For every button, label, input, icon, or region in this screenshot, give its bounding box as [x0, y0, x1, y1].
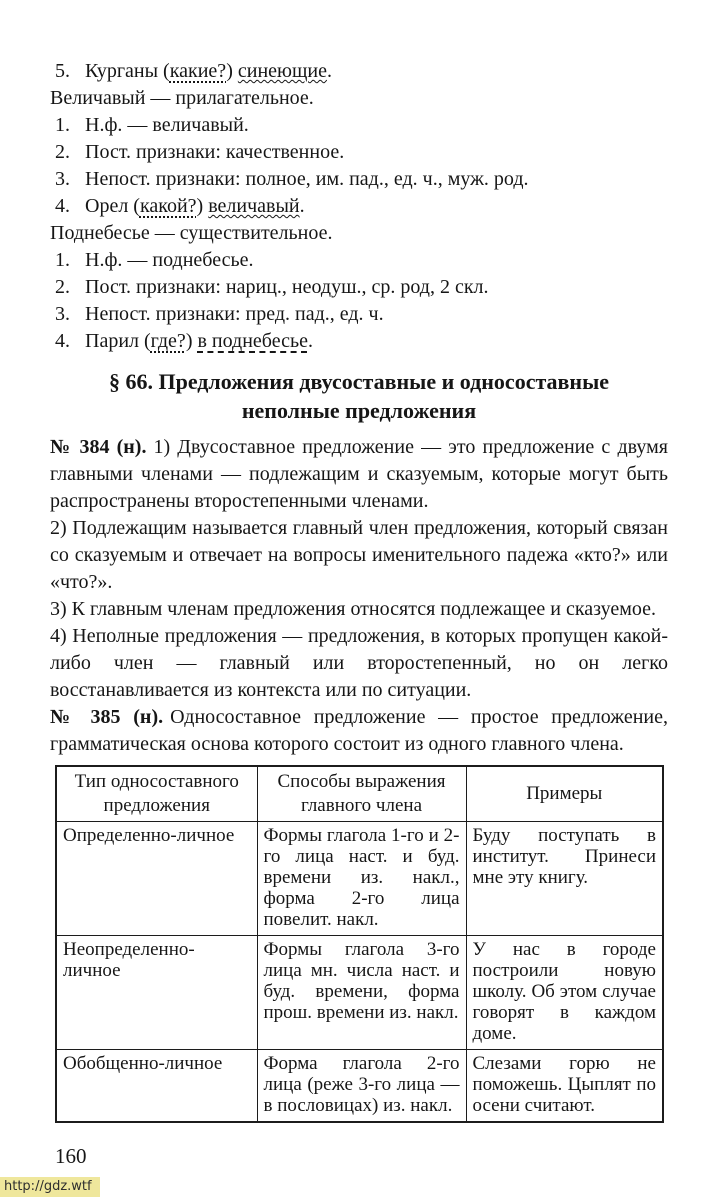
list-text: Н.ф. — величавый.: [85, 114, 249, 136]
list-text: Непост. признаки: пред. пад., ед. ч.: [85, 303, 384, 325]
list-number: 5.: [55, 60, 70, 82]
list-number: 3.: [55, 168, 70, 190]
list-number: 4.: [55, 330, 70, 352]
list-number: 2.: [55, 276, 70, 298]
cell-examples: Буду поступать в институт. Принеси мне эту книгу.: [466, 822, 663, 936]
one-part-sentence-table: [55, 765, 664, 1123]
question-word-underlined: какие?: [169, 60, 227, 82]
column-header-type: Тип односоставного предложения: [56, 766, 257, 822]
list-text: [85, 328, 668, 355]
list-item-5: [50, 58, 668, 85]
exercise-384: [50, 434, 668, 704]
adjective-heading: Величавый — прилагательное.: [50, 87, 314, 109]
phrase-end: .: [299, 195, 305, 217]
section-heading-line2: неполные предложения: [241, 398, 477, 423]
phrase-close: ): [226, 60, 238, 82]
list-text: Пост. признаки: нариц., неодуш., ср. род, 2 скл.: [85, 276, 489, 298]
cell-ways: Форма глагола 2-го лица (реже 3-го лица — в пословицах) из. накл.: [257, 1050, 466, 1123]
exercise-384-p3: 3) К главным членам предложения относятся подлежащее и сказуемое.: [50, 598, 657, 620]
attribute-word-underlined: синеющие: [237, 60, 327, 82]
phrase-prefix: Парил (: [85, 330, 151, 352]
gdz-watermark-url: http://gdz.wtf: [0, 1177, 100, 1197]
exercise-384-p4: 4) Неполные предложения — предложения, в которых пропущен какой-либо член — главный или второстепенный, но он легко восстанавливается из контекста или по ситуации.: [50, 625, 668, 701]
adj-item-2: [50, 139, 668, 166]
list-text: Непост. признаки: полное, им. пад., ед. ч., муж. род.: [85, 168, 529, 190]
section-heading: [50, 367, 668, 425]
exercise-384-p1: [50, 434, 668, 515]
exercise-385-p1: [50, 704, 668, 758]
cell-examples: Слезами горю не поможешь. Цыплят по осени считают.: [466, 1050, 663, 1123]
phrase-prefix: Орел (: [85, 195, 140, 217]
page-content: [50, 58, 668, 1170]
exercise-385: [50, 704, 668, 758]
list-text: [85, 193, 668, 220]
noun-item-3: [50, 301, 668, 328]
cell-examples: У нас в городе построили новую школу. Об этом случае говорят в каждом доме.: [466, 936, 663, 1050]
adj-item-3: [50, 166, 668, 193]
noun-item-1: [50, 247, 668, 274]
phrase-close: ): [196, 195, 209, 217]
noun-heading: Поднебесье — существительное.: [50, 222, 333, 244]
adj-item-1: [50, 112, 668, 139]
cell-type: Определенно-личное: [56, 822, 257, 936]
page-number: 160: [55, 1144, 87, 1168]
cell-type: Неопределенно-личное: [56, 936, 257, 1050]
exercise-number-label: № 385 (н).: [50, 706, 164, 728]
attribute-word-underlined: величавый: [208, 195, 300, 217]
list-number: 1.: [55, 114, 70, 136]
table-row: [56, 1050, 663, 1123]
table-header-row: [56, 766, 663, 822]
phrase-prefix: Курганы (: [85, 60, 170, 82]
adverbial-word-underlined: в поднебесье: [197, 330, 308, 352]
list-number: 1.: [55, 249, 70, 271]
exercise-text: 1) Двусоставное предложение — это предложение с двумя главными членами — подлежащим и сказуемым, которые могут быть распространены второстепенными членами.: [50, 436, 668, 512]
column-header-examples: Примеры: [466, 766, 663, 822]
phrase-end: .: [307, 330, 313, 352]
noun-item-2: [50, 274, 668, 301]
exercise-384-p2: 2) Подлежащим называется главный член предложения, который связан со сказуемым и отвечает на вопросы именительного падежа «кто?» или «что?».: [50, 517, 668, 593]
question-word-underlined: какой?: [139, 195, 197, 217]
cell-ways: Формы глагола 1-го и 2-го лица наст. и буд. времени из. накл., форма 2-го лица повелит. накл.: [257, 822, 466, 936]
list-number: 4.: [55, 195, 70, 217]
phrase-end: .: [326, 60, 332, 82]
column-header-ways: Способы выражения главного члена: [257, 766, 466, 822]
list-text: [85, 58, 668, 85]
list-number: 3.: [55, 303, 70, 325]
list-number: 2.: [55, 141, 70, 163]
table-row: [56, 822, 663, 936]
question-word-underlined: где?: [150, 330, 186, 352]
exercise-text: Односоставное предложение — простое предложение, грамматическая основа которого состоит из одного главного члена.: [50, 706, 668, 755]
list-text: Пост. признаки: качественное.: [85, 141, 345, 163]
section-heading-line1: § 66. Предложения двусоставные и односоставные: [108, 369, 610, 394]
cell-ways: Формы глагола 3-го лица мн. числа наст. и буд. времени, форма прош. времени из. накл.: [257, 936, 466, 1050]
noun-item-4: [50, 328, 668, 355]
exercise-number-label: № 384 (н).: [50, 436, 147, 458]
phrase-close: ): [185, 330, 198, 352]
table-row: [56, 936, 663, 1050]
adj-item-4: [50, 193, 668, 220]
list-text: Н.ф. — поднебесье.: [85, 249, 254, 271]
cell-type: Обобщенно-личное: [56, 1050, 257, 1123]
